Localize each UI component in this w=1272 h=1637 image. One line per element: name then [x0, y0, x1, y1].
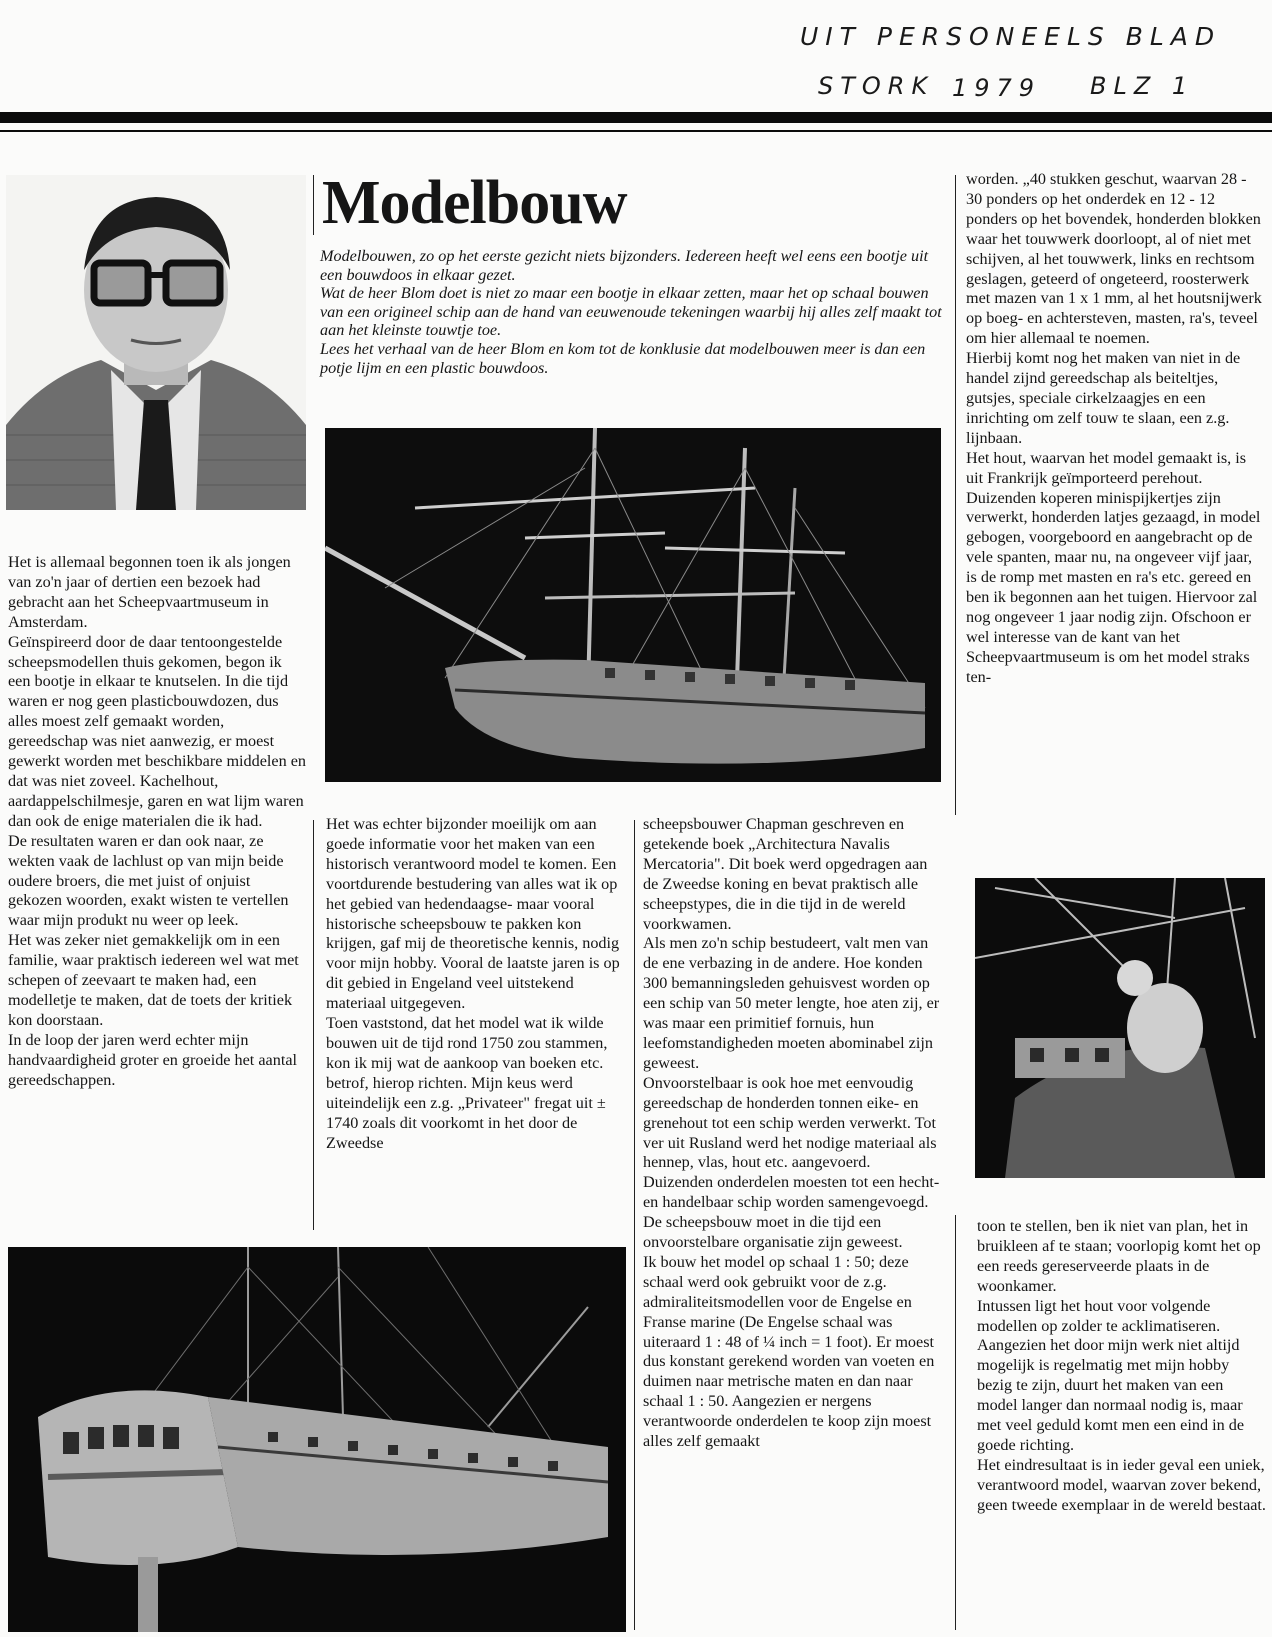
handwritten-year-text: 1979 [952, 74, 1042, 102]
article-column-4-bottom [977, 1217, 1267, 1632]
body-paragraph: Het eindresultaat is in ieder geval een uniek, verantwoord model, waarvan zover bekend, geen tweede exemplaar in de wereld bestaat. [977, 1455, 1266, 1514]
body-paragraph: Ik bouw het model op schaal 1 : 50; deze schaal werd ook gebruikt voor de z.g. admiraliteitsmodellen voor de Engelse en Franse marine (De Engelse schaal was uiteraard 1 : 48 of ¼ inch = 1 foot). Er moest dus konstant gerekend worden van voeten en duimen naar metrische maten en dan naar schaal 1 : 50. Aangezien er nergens verantwoorde onderdelen te koop zijn moest alles zelf gemaakt [643, 1252, 935, 1451]
body-paragraph: Geïnspireerd door de daar tentoongestelde scheepsmodellen thuis gekomen, begon ik een bootje in elkaar te knutselen. In die tijd waren er nog geen plasticbouwdozen, dus alles moest zelf gemaakt worden, gereedschap was niet aanwezig, er moest gewerkt worden met beschikbare middelen en dat was niet zoveel. Kachelhout, aardappelschilmesje, garen en wat lijm waren dan ook de enige materialen die ik had. [8, 632, 306, 830]
body-paragraph: In de loop der jaren werd echter mijn handvaardigheid groter en groeide het aantal gereedschappen. [8, 1030, 297, 1089]
intro-paragraph: Lees het verhaal van de heer Blom en kom tot de konklusie dat modelbouwen meer is dan een potje lijm en een plastic bouwdoos. [320, 339, 926, 377]
article-column-4-top [966, 170, 1266, 820]
column-divider [955, 175, 956, 815]
handwritten-year [952, 74, 1041, 102]
body-paragraph: De scheepsbouw moet in die tijd een onvoorstelbare organisatie zijn geweest. [643, 1213, 903, 1252]
body-paragraph: Toen vaststond, dat het model wat ik wilde bouwen uit de tijd rond 1750 zou stammen, kon ik mij wat de aankoop van boeken etc. betrof, hierop richten. Mijn keus werd uiteindelijk een z.g. „Privateer" fregat uit ± 1740 zoals dit voorkomt in het door de Zweedse [326, 1014, 608, 1152]
ship-model-photo [325, 428, 941, 782]
column-divider [634, 820, 635, 1230]
body-paragraph: Hierbij komt nog het maken van niet in de handel zijnd gereedschap als beiteltjes, gutsjes, speciale cirkelzaagjes en een inrichting om zelf touw te slaan, een z.g. lijnbaan. [966, 349, 1241, 447]
figurehead-photo [975, 878, 1265, 1178]
handwritten-note-line1 [800, 22, 1221, 51]
body-paragraph: Het hout, waarvan het model gemaakt is, is uit Frankrijk geïmporteerd perehout. [966, 448, 1247, 487]
body-paragraph: toon te stellen, ben ik niet van plan, het in bruikleen af te staan; voorlopig komt het op een reeds gereserveerde plaats in de woonkamer. [977, 1217, 1261, 1295]
article-column-2 [326, 815, 626, 1235]
column-divider [313, 175, 314, 235]
column-divider [634, 1230, 635, 1630]
intro-paragraph: Wat de heer Blom doet is niet zo maar een bootje in elkaar zetten, maar het op schaal bouwen van een origineel schip aan de hand van eeuwenoude tekeningen waarbij hij alles zelf maakt tot aan het kleinste touwtje toe. [320, 284, 942, 340]
handwritten-page [1090, 72, 1194, 100]
article-column-3 [643, 815, 945, 1630]
body-paragraph: Onvoorstelbaar is ook hoe met eenvoudig gereedschap de honderden tonnen eike- en grenehout tot een schip werden verwerkt. Tot ver uit Rusland werd het nodige materiaal als hennep, vlas, hout etc. aangevoerd. [643, 1073, 937, 1172]
portrait-photo [6, 175, 306, 510]
body-paragraph: scheepsbouwer Chapman geschreven en getekende boek „Architectura Navalis Mercatoria". Dit boek werd opgedragen aan de Zweedse koning en bevat praktisch alle scheepstypes, die in die tijd in de wereld voorkwamen. [643, 815, 928, 933]
article-intro [320, 247, 945, 377]
handwritten-company: STORK [818, 72, 935, 100]
body-paragraph: Het was zeker niet gemakkelijk om in een familie, waar praktisch iedereen wel wat met schepen of zeevaart te maken had, een modelletje te maken, dat de toets der kritiek kon doorstaan. [8, 931, 299, 1029]
body-paragraph: worden. „40 stukken geschut, waarvan 28 - 30 ponders op het onderdek en 12 - 12 ponders op het bovendek, honderden blokken waar het touwwerk doorloopt, al of niet met schijven, al het touwwerk, links en rechtsom geslagen, geteerd of ongeteerd, roosterwerk met mazen van 1 x 1 mm, al het houtsnijwerk op boeg- en achtersteven, masten, ra's, teveel om hier allemaal te noemen. [966, 170, 1262, 348]
body-paragraph: Aangezien het door mijn werk niet altijd mogelijk is regelmatig met mijn hobby bezig te zijn, duurt het maken van een model langer dan normaal nodig is, maar met veel geduld komt men een eind in de goede richting. [977, 1336, 1245, 1454]
body-paragraph: Intussen ligt het hout voor volgende modellen op zolder te acklimatiseren. [977, 1296, 1221, 1335]
ship-stern-photo [8, 1247, 626, 1632]
body-paragraph: Duizenden koperen minispijkertjes zijn verwerkt, honderden latjes gezaagd, in model gebogen, voorgeboord en aangebracht op de vele spanten, maar nu, na ongeveer vijf jaar, is de romp met masten en ra's etc. gereed en ben ik begonnen aan het tuigen. Hiervoor zal nog ongeveer 1 jaar nodig zijn. Ofschoon er wel interesse van de kant van het Scheepvaartmuseum is om het model straks ten- [966, 488, 1261, 686]
handwritten-note-line2 [818, 72, 934, 100]
header-rule-thick [0, 112, 1272, 123]
article-column-1 [8, 553, 306, 1217]
column-divider [955, 1215, 956, 1630]
column-divider [313, 820, 314, 1230]
handwritten-page-text: BLZ 1 [1090, 72, 1195, 100]
article-title: Modelbouw [322, 169, 627, 237]
body-paragraph: Het was echter bijzonder moeilijk om aan goede informatie voor het maken van een historisch verantwoord model te komen. Een voortdurende bestudering van alles wat ik op het gebied van hedendaagse- maar vooral historische scheepsbouw te pakken kon krijgen, gaf mij de theoretische kennis, nodig voor mijn hobby. Vooral de laatste jaren is op dit gebied in Engeland veel uitstekend materiaal uitgegeven. [326, 815, 620, 1013]
intro-paragraph: Modelbouwen, zo op het eerste gezicht niets bijzonders. Iedereen heeft wel eens een bootje uit een bouwdoos in elkaar gezet. [320, 247, 929, 284]
body-paragraph: De resultaten waren er dan ook naar, ze wekten vaak de lachlust op van mijn beide oudere broers, die met juist of onjuist gekozen woorden, exakt wisten te vertellen waar mijn produkt nu weer op leek. [8, 831, 289, 930]
handwritten-source: UIT PERSONEELS BLAD [800, 22, 1222, 51]
body-paragraph: Het is allemaal begonnen toen ik als jongen van zo'n jaar of dertien een bezoek had gebracht aan het Scheepvaartmuseum in Amsterdam. [8, 553, 291, 631]
body-paragraph: Duizenden onderdelen moesten tot een hecht- en handelbaar schip worden samengevoegd. [643, 1173, 940, 1212]
header-rule-thin [0, 130, 1272, 132]
body-paragraph: Als men zo'n schip bestudeert, valt men van de ene verbazing in de andere. Hoe konden 300 bemanningsleden gehuisvest worden op een schip van 50 meter lengte, hoe aten zij, er was maar een primitief fornuis, hun leefomstandigheden moeten abominabel zijn geweest. [643, 934, 940, 1072]
